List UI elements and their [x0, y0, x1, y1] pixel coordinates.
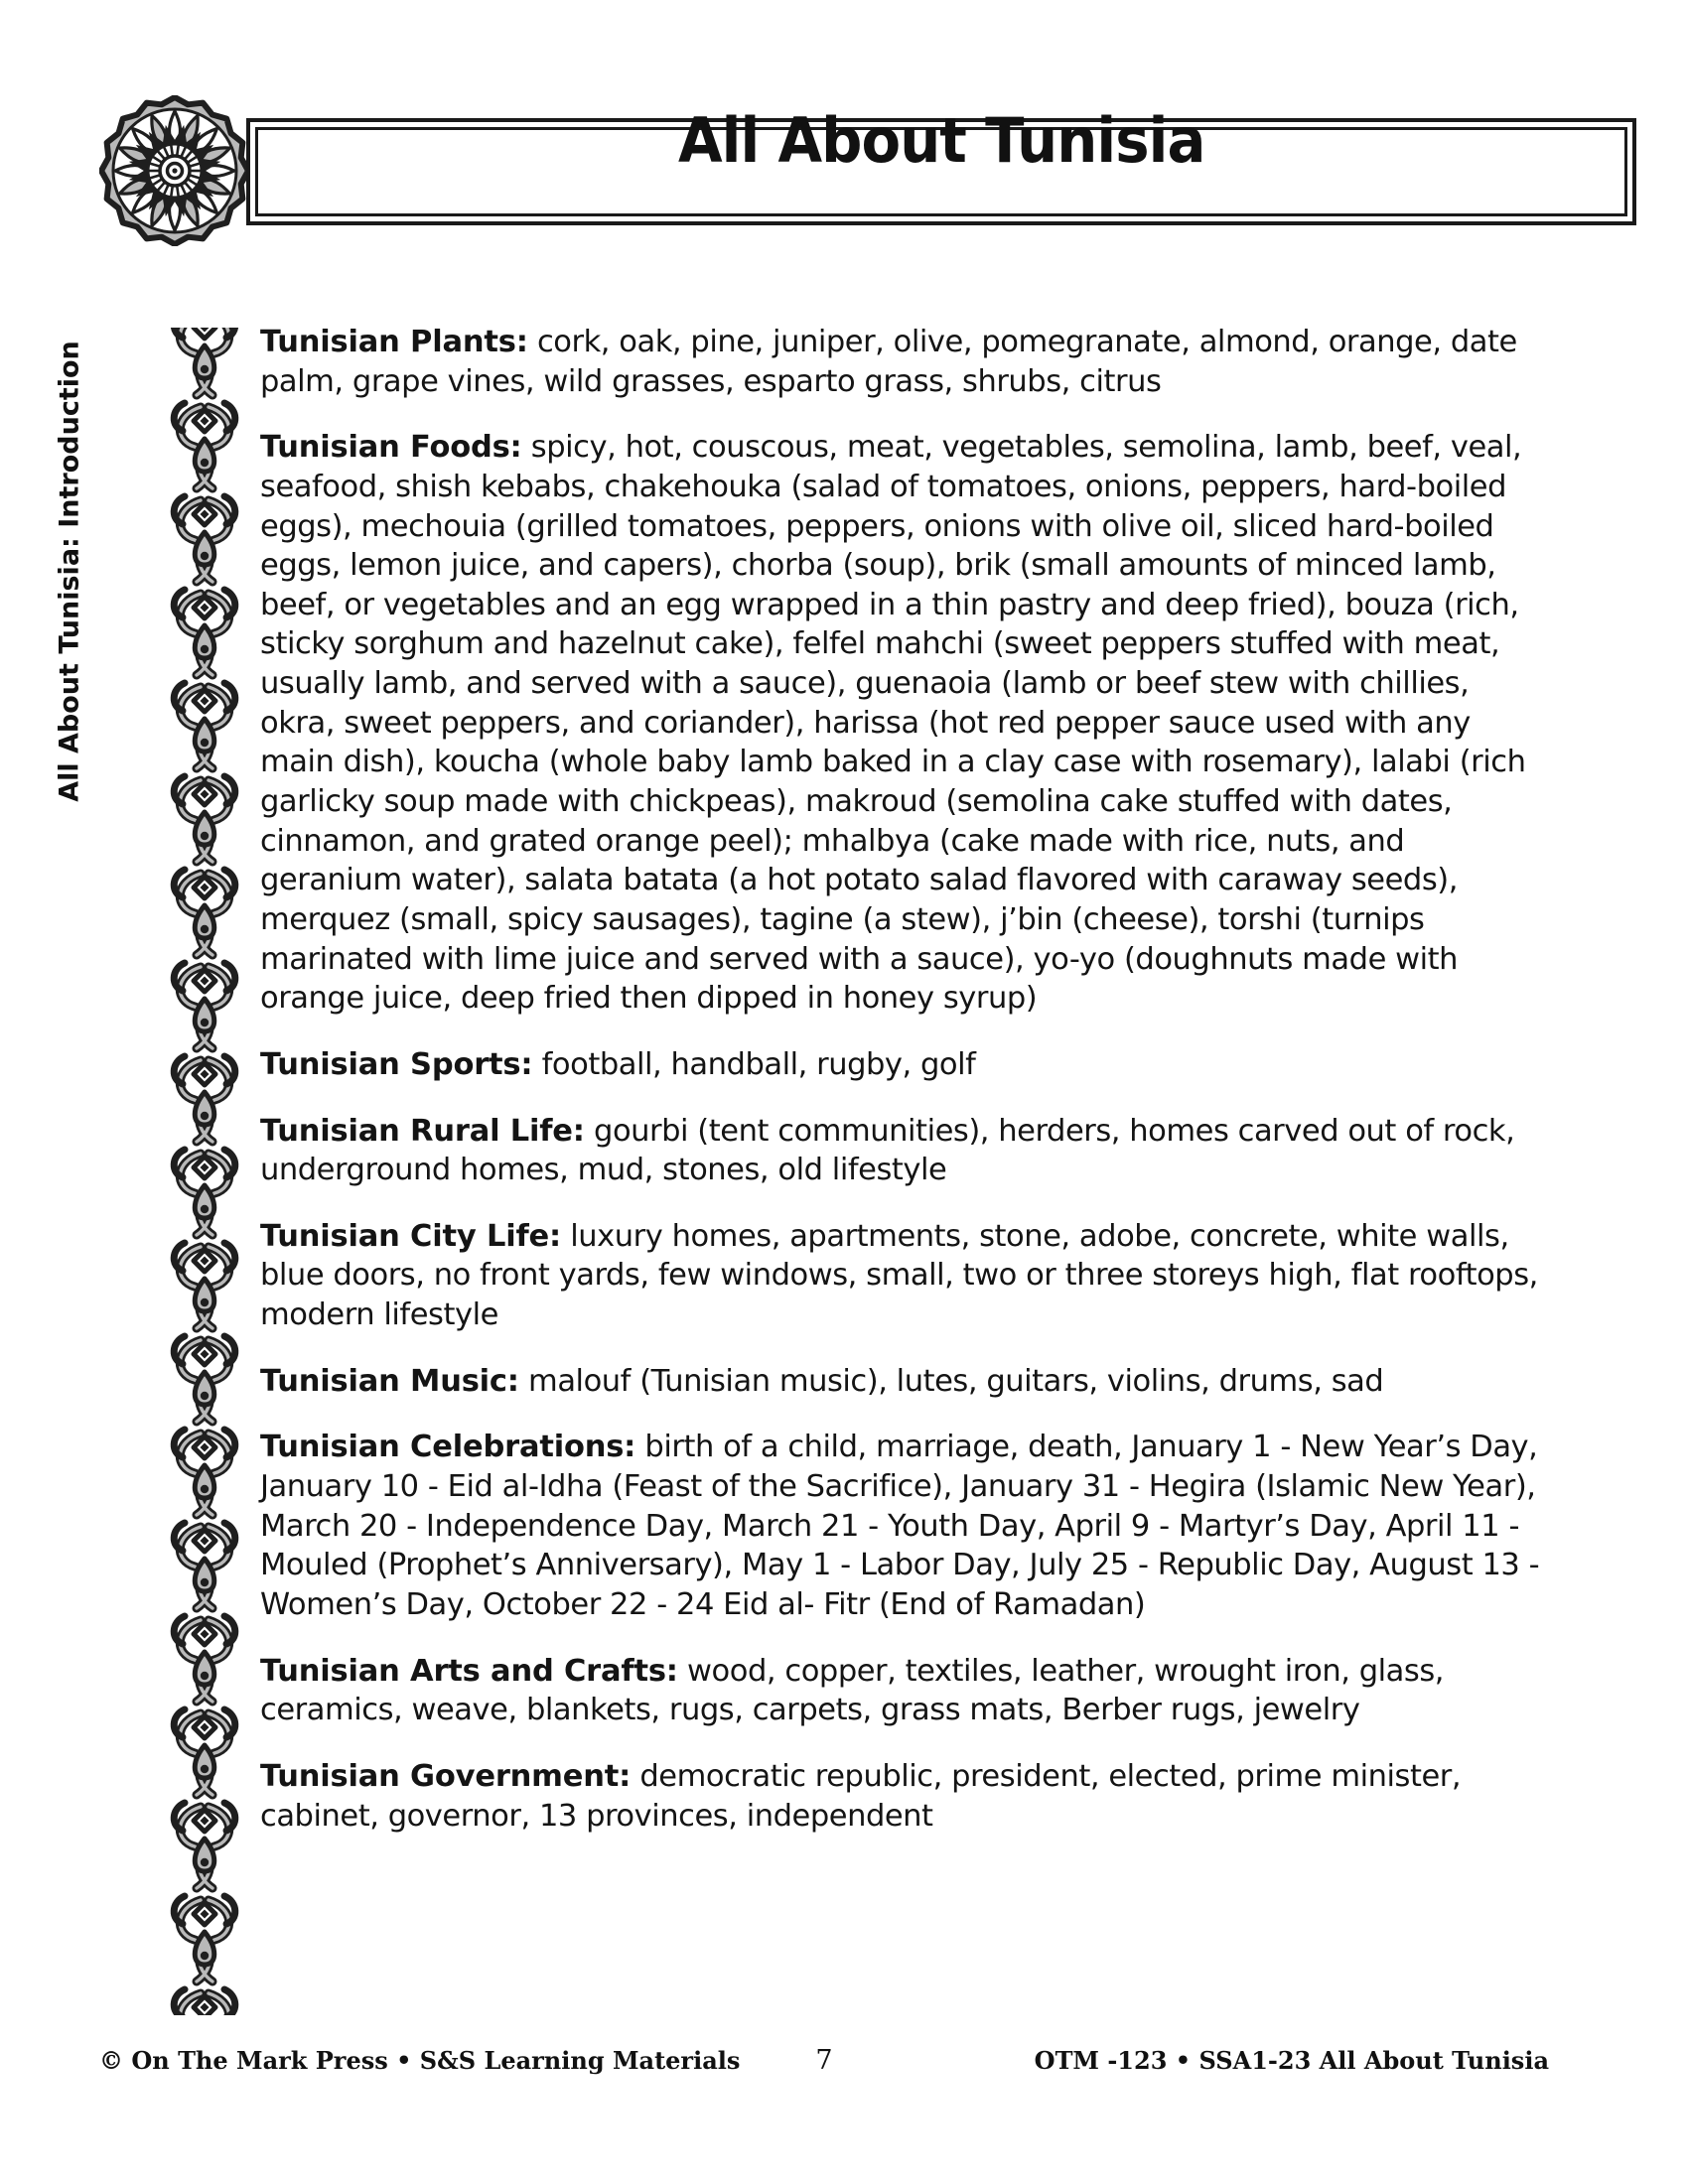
entry-label: Tunisian City Life:	[260, 1218, 562, 1254]
content-entry	[260, 1362, 1541, 1402]
content-entry	[260, 1045, 1541, 1085]
interlace-knot-border-icon	[167, 328, 242, 2015]
entry-label: Tunisian Plants:	[260, 325, 528, 359]
content-entry	[260, 1428, 1541, 1624]
page-footer	[99, 2037, 1549, 2083]
entry-label: Tunisian Government:	[260, 1758, 632, 1794]
entry-label: Tunisian Rural Life:	[260, 1113, 585, 1149]
content-entry	[260, 323, 1541, 401]
entry-label: Tunisian Arts and Crafts:	[260, 1653, 678, 1689]
entry-text: gourbi (tent communities), herders, homes carved out of rock, underground homes, mud, stones, old lifestyle	[260, 1113, 1515, 1188]
entry-text: cork, oak, pine, juniper, olive, pomegranate, almond, orange, date palm, grape vines, wild grasses, esparto grass, shrubs, citrus	[260, 325, 1517, 399]
rosette-medallion-icon	[99, 95, 250, 246]
content-body	[260, 323, 1541, 1836]
entry-text: luxury homes, apartments, stone, adobe, concrete, white walls, blue doors, no front yards, few windows, small, two or three storeys high, flat rooftops, modern lifestyle	[260, 1218, 1538, 1333]
content-entry	[260, 428, 1541, 1019]
entry-text: birth of a child, marriage, death, January 1 - New Year’s Day, January 10 - Eid al-Idha (Feast of the Sacrifice), January 31 - Hegira (Islamic New Year), March 20 - Independence Day, March 21 - Youth Day, April 9 - Martyr’s Day, April 11 - Mouled (Prophet’s Anniversary), May 1 - Labor Day, July 25 - Republic Day, August 13 - Women’s Day, October 22 - 24 Eid al- Fitr (End of Ramadan)	[260, 1430, 1540, 1622]
footer-copyright: © On The Mark Press • S&S Learning Materials	[99, 2045, 741, 2075]
content-entry	[260, 1757, 1541, 1836]
footer-page-number: 7	[815, 2044, 833, 2076]
vertical-section-label: All About Tunisia: Introduction	[54, 341, 85, 802]
content-entry	[260, 1217, 1541, 1335]
entry-label: Tunisian Sports:	[260, 1046, 533, 1082]
entry-label: Tunisian Celebrations:	[260, 1430, 636, 1465]
entry-label: Tunisian Music:	[260, 1363, 519, 1399]
page-header	[99, 95, 1539, 234]
footer-product-code: OTM -123 • SSA1-23 All About Tunisia	[1034, 2045, 1549, 2075]
entry-text: democratic republic, president, elected, prime minister, cabinet, governor, 13 provinces, independent	[260, 1758, 1462, 1834]
entry-text: spicy, hot, couscous, meat, vegetables, semolina, lamb, beef, veal, seafood, shish kebabs, chakehouka (salad of tomatoes, onions, peppers, hard-boiled eggs), mechouia (grilled tomatoes, peppers, onions with olive oil, sliced hard-boiled eggs, lemon juice, and capers), chorba (soup), brik (small amounts of minced lamb, beef, or vegetables and an egg wrapped in a thin pastry and deep fried), bouza (rich, sticky sorghum and hazelnut cake), felfel mahchi (sweet peppers stuffed with meat, usually lamb, and served with a sauce), guenaoia (lamb or beef stew with chillies, okra, sweet peppers, and coriander), harissa (hot red pepper sauce used with any main dish), koucha (whole baby lamb baked in a clay case with rosemary), lalabi (rich garlicky soup made with chickpeas), makroud (semolina cake stuffed with dates, cinnamon, and grated orange peel); mhalbya (cake made with rice, nuts, and geranium water), salata batata (a hot potato salad flavored with caraway seeds), merquez (small, spicy sausages), tagine (a stew), j’bin (cheese), torshi (turnips marinated with lime juice and served with a sauce), yo-yo (doughnuts made with orange juice, deep fried then dipped in honey syrup)	[260, 430, 1526, 1017]
entry-text: football, handball, rugby, golf	[532, 1046, 976, 1082]
content-entry	[260, 1652, 1541, 1730]
entry-text: malouf (Tunisian music), lutes, guitars, violins, drums, sad	[518, 1363, 1384, 1399]
page-title: All About Tunisia	[677, 104, 1205, 177]
entry-label: Tunisian Foods:	[260, 430, 522, 466]
content-entry	[260, 1112, 1541, 1190]
entry-text: wood, copper, textiles, leather, wrought iron, glass, ceramics, weave, blankets, rugs, carpets, grass mats, Berber rugs, jewelry	[260, 1653, 1445, 1728]
title-banner	[246, 104, 1636, 225]
